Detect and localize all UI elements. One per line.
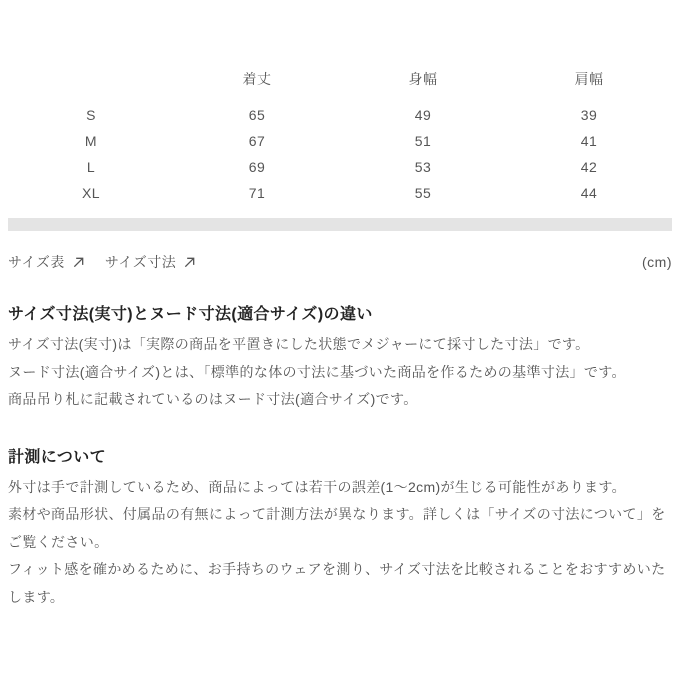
external-link-arrow-icon bbox=[72, 256, 85, 269]
section-heading: サイズ寸法(実寸)とヌード寸法(適合サイズ)の違い bbox=[8, 306, 373, 323]
cell-value: 42 bbox=[580, 159, 598, 175]
section-paragraph: 素材や商品形状、付属品の有無によって計測方法が異なります。詳しくは「サイズの寸法について」をご覧ください。 bbox=[8, 506, 666, 550]
section-paragraph: 商品吊り札に記載されているのはヌード寸法(適合サイズ)です。 bbox=[8, 391, 418, 407]
external-link-arrow-icon bbox=[183, 256, 196, 269]
table-row bbox=[8, 102, 672, 128]
cell-value: 49 bbox=[414, 107, 432, 123]
cell-value: 41 bbox=[580, 133, 598, 149]
cell-value: 71 bbox=[248, 185, 266, 201]
table-row bbox=[8, 128, 672, 154]
unit-label: (cm) bbox=[642, 254, 672, 270]
cell-value: 44 bbox=[580, 185, 598, 201]
size-chart-link[interactable] bbox=[8, 252, 85, 272]
cell-value: 51 bbox=[414, 133, 432, 149]
section-paragraph: サイズ寸法(実寸)は「実際の商品を平置きにした状態でメジャーにて採寸した寸法」です。 bbox=[8, 336, 590, 352]
section-paragraph: フィット感を確かめるために、お手持ちのウェアを測り、サイズ寸法を比較されることをおすすめいたします。 bbox=[8, 561, 666, 605]
links-row bbox=[8, 253, 672, 271]
size-table-corner-cell bbox=[8, 64, 174, 94]
cell-value: 67 bbox=[248, 133, 266, 149]
size-chart-link-label: サイズ表 bbox=[8, 254, 65, 270]
section-size-vs-nude bbox=[8, 301, 672, 414]
cell-value: 39 bbox=[580, 107, 598, 123]
cell-value: 65 bbox=[248, 107, 266, 123]
column-header-body-width: 身幅 bbox=[408, 71, 438, 87]
size-table-header-row bbox=[8, 64, 672, 94]
column-header-shoulder-width: 肩幅 bbox=[574, 71, 604, 87]
size-label: S bbox=[86, 107, 96, 123]
size-table bbox=[8, 64, 672, 206]
cell-value: 55 bbox=[414, 185, 432, 201]
cell-value: 53 bbox=[414, 159, 432, 175]
section-paragraph: 外寸は手で計測しているため、商品によっては若干の誤差(1〜2cm)が生じる可能性があります。 bbox=[8, 478, 626, 495]
column-header-length: 着丈 bbox=[242, 71, 272, 87]
section-paragraph: ヌード寸法(適合サイズ)とは、「標準的な体の寸法に基づいた商品を作るための基準寸法」です。 bbox=[8, 363, 626, 380]
section-heading: 計測について bbox=[8, 448, 107, 466]
section-measurement bbox=[8, 444, 672, 612]
size-dimensions-link-label: サイズ寸法 bbox=[104, 254, 177, 270]
table-scrollbar-track[interactable] bbox=[8, 218, 672, 231]
size-label: XL bbox=[81, 185, 101, 201]
size-label: L bbox=[86, 159, 96, 175]
table-row bbox=[8, 180, 672, 206]
size-label: M bbox=[84, 133, 98, 149]
size-dimensions-link[interactable] bbox=[105, 252, 196, 272]
cell-value: 69 bbox=[248, 159, 266, 175]
table-row bbox=[8, 154, 672, 180]
